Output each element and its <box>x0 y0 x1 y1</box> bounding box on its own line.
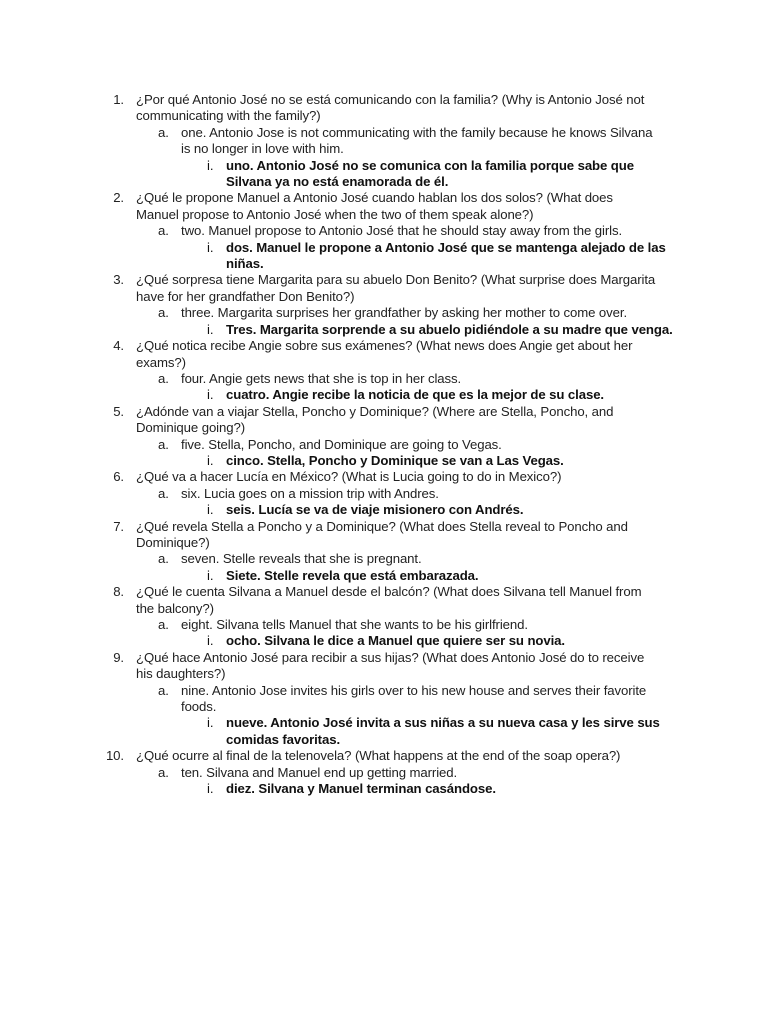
answer-text: ten. Silvana and Manuel end up getting married. <box>181 764 458 780</box>
spanish-answer-text: cuatro. Angie recibe la noticia de que es la mejor de su clase. <box>226 387 604 403</box>
question <box>0 584 656 617</box>
spanish-answer-label: i. <box>207 452 214 468</box>
question-number: 8. <box>113 584 124 600</box>
list-item <box>0 190 768 272</box>
answer-text: three. Margarita surprises her grandfather by asking her mother to come over. <box>181 305 628 321</box>
spanish-answer <box>0 502 676 518</box>
question-text: ¿Qué va a hacer Lucía en México? (What is Lucia going to do in Mexico?) <box>136 469 562 485</box>
question-text: ¿Por qué Antonio José no se está comunicando con la familia? (Why is Antonio José not communicating with the family?) <box>136 92 645 124</box>
spanish-answer <box>0 715 676 748</box>
spanish-answer-text: diez. Silvana y Manuel terminan casándose. <box>226 781 496 797</box>
question <box>0 338 656 371</box>
answer <box>0 617 661 633</box>
answer <box>0 125 661 158</box>
question-number: 7. <box>113 518 124 534</box>
spanish-answer <box>0 453 676 469</box>
spanish-answer <box>0 387 676 403</box>
list-item <box>0 469 768 518</box>
spanish-answer-text: uno. Antonio José no se comunica con la familia porque sabe que Silvana ya no está enamorada de él. <box>226 157 634 190</box>
answer-text: two. Manuel propose to Antonio José that he should stay away from the girls. <box>181 223 623 239</box>
question-number: 1. <box>113 92 124 107</box>
answer-text: five. Stella, Poncho, and Dominique are going to Vegas. <box>181 436 502 452</box>
question-text: ¿Qué ocurre al final de la telenovela? (What happens at the end of the soap opera?) <box>136 748 621 764</box>
spanish-answer <box>0 240 676 273</box>
list-item <box>0 92 768 190</box>
question-number: 6. <box>113 469 124 485</box>
list-item <box>0 584 768 650</box>
answer-label: a. <box>158 617 169 632</box>
spanish-answer-label: i. <box>207 781 214 797</box>
answer <box>0 486 661 502</box>
answer <box>0 683 661 716</box>
question-number: 4. <box>113 338 124 354</box>
spanish-answer-text: ocho. Silvana le dice a Manuel que quiere ser su novia. <box>226 633 565 649</box>
question <box>0 650 656 683</box>
question-number: 2. <box>113 190 124 206</box>
document-page <box>0 92 768 797</box>
question-text: ¿Qué revela Stella a Poncho y a Dominique? (What does Stella reveal to Poncho and Dominique?) <box>136 518 628 550</box>
answer-label: a. <box>158 370 169 386</box>
answer <box>0 223 661 239</box>
question <box>0 748 656 764</box>
question <box>0 519 656 552</box>
question-text: ¿Qué notica recibe Angie sobre sus exámenes? (What news does Angie get about her exams?) <box>136 338 633 370</box>
spanish-answer <box>0 781 676 797</box>
spanish-answer-label: i. <box>207 157 214 173</box>
question <box>0 272 656 305</box>
answer-label: a. <box>158 436 169 452</box>
answer-text: seven. Stelle reveals that she is pregnant. <box>181 551 422 567</box>
spanish-answer-label: i. <box>207 715 214 731</box>
answer-text: six. Lucia goes on a mission trip with Andres. <box>181 485 439 501</box>
list-item <box>0 338 768 404</box>
spanish-answer-text: seis. Lucía se va de viaje misionero con Andrés. <box>226 502 524 518</box>
list-item <box>0 650 768 748</box>
question <box>0 469 656 485</box>
question <box>0 92 656 125</box>
answer-text: four. Angie gets news that she is top in her class. <box>181 370 462 386</box>
question-number: 10. <box>105 748 124 764</box>
list-item <box>0 272 768 338</box>
question-text: ¿Qué hace Antonio José para recibir a sus hijas? (What does Antonio José do to receive his daughters?) <box>136 649 645 682</box>
answer <box>0 371 661 387</box>
question <box>0 404 656 437</box>
answer-label: a. <box>158 305 169 321</box>
question-text: ¿Qué le cuenta Silvana a Manuel desde el balcón? (What does Silvana tell Manuel from the balcony?) <box>136 584 642 616</box>
spanish-answer <box>0 568 676 584</box>
question <box>0 190 656 223</box>
spanish-answer <box>0 158 676 191</box>
spanish-answer <box>0 633 676 649</box>
answer <box>0 551 661 567</box>
spanish-answer-text: Tres. Margarita sorprende a su abuelo pidiéndole a su madre que venga. <box>226 321 673 337</box>
answer-label: a. <box>158 223 169 239</box>
spanish-answer-label: i. <box>207 567 214 583</box>
question-number: 3. <box>113 272 124 288</box>
question-number: 5. <box>113 403 124 419</box>
answer-label: a. <box>158 485 169 501</box>
question-number: 9. <box>113 649 124 665</box>
question-text: ¿Adónde van a viajar Stella, Poncho y Dominique? (Where are Stella, Poncho, and Dominique going?) <box>136 403 614 436</box>
list-item <box>0 748 768 797</box>
answer <box>0 437 661 453</box>
question-text: ¿Qué le propone Manuel a Antonio José cuando hablan los dos solos? (What does Manuel propose to Antonio José when the two of them speak alone?) <box>136 190 613 222</box>
answer-text: one. Antonio Jose is not communicating with the family because he knows Silvana is no longer in love with him. <box>181 124 653 157</box>
spanish-answer-text: cinco. Stella, Poncho y Dominique se van a Las Vegas. <box>226 452 564 468</box>
answer-text: nine. Antonio Jose invites his girls over to his new house and serves their favorite foods. <box>181 682 647 715</box>
spanish-answer-label: i. <box>207 321 214 337</box>
answer-label: a. <box>158 764 169 780</box>
answer-label: a. <box>158 682 169 698</box>
spanish-answer-label: i. <box>207 502 214 518</box>
spanish-answer-text: dos. Manuel le propone a Antonio José que se mantenga alejado de las niñas. <box>226 239 666 272</box>
answer-label: a. <box>158 551 169 567</box>
answer <box>0 765 661 781</box>
answer-text: eight. Silvana tells Manuel that she wants to be his girlfriend. <box>181 617 528 632</box>
spanish-answer-label: i. <box>207 633 214 649</box>
answer <box>0 305 661 321</box>
answer-label: a. <box>158 124 169 140</box>
spanish-answer-text: nueve. Antonio José invita a sus niñas a su nueva casa y les sirve sus comidas favoritas. <box>226 715 660 747</box>
spanish-answer-text: Siete. Stelle revela que está embarazada. <box>226 567 479 583</box>
spanish-answer-label: i. <box>207 239 214 255</box>
spanish-answer-label: i. <box>207 387 214 403</box>
list-item <box>0 519 768 585</box>
list-item <box>0 404 768 470</box>
question-text: ¿Qué sorpresa tiene Margarita para su abuelo Don Benito? (What surprise does Margarita have for her grandfather Don Benito?) <box>136 272 656 304</box>
spanish-answer <box>0 322 676 338</box>
